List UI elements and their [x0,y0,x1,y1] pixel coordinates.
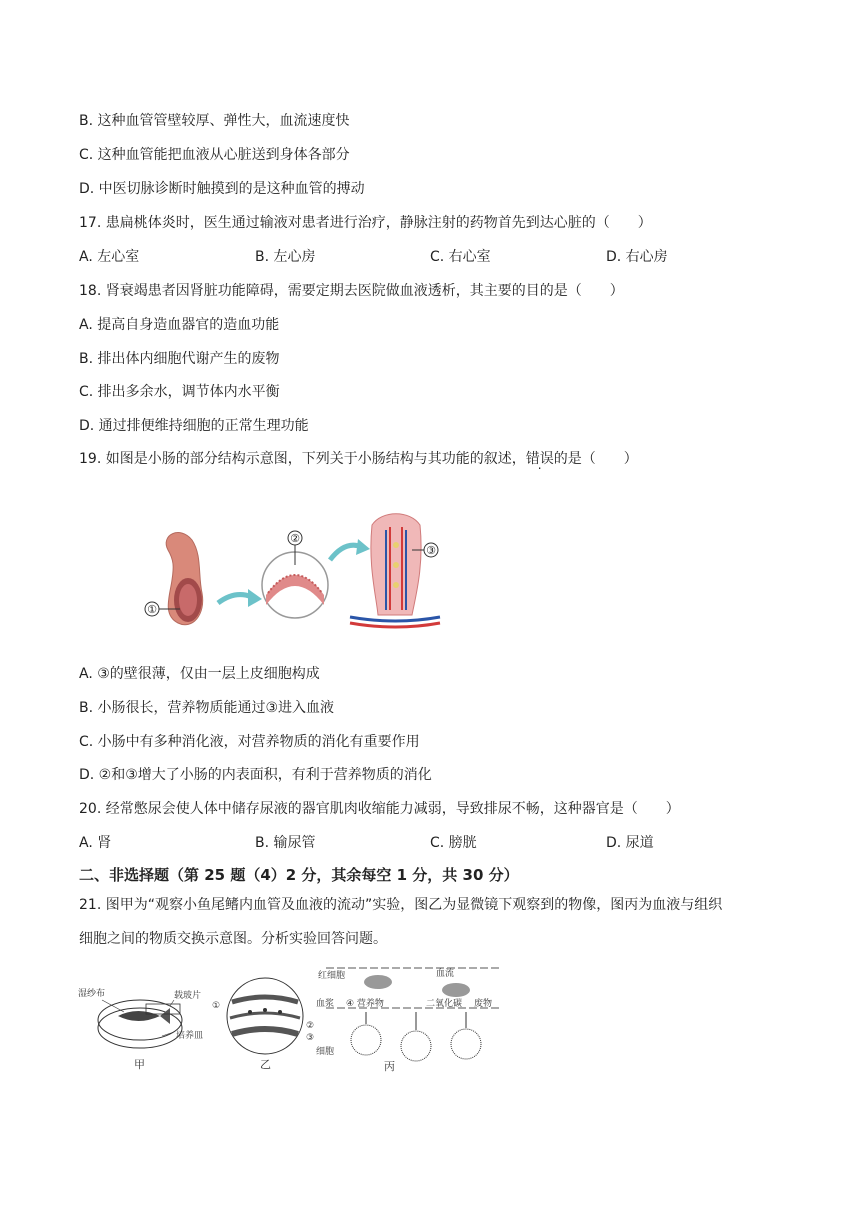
q19-stem-emphasis: 错误 [525,451,554,467]
q19-option-a: A. ③的壁很薄，仅由一层上皮细胞构成 [79,666,320,682]
jia-label-dish: 培养皿 [176,1031,204,1041]
figure-bing [316,962,506,1074]
intestine-label-3: ③ [426,544,436,557]
q21-stem-line-2: 细胞之间的物质交换示意图。分析实验回答问题。 [79,931,387,947]
q17-option-a: A. 左心室 [79,249,140,265]
q20-option-c: C. 膀胱 [430,835,477,851]
q18-stem: 18. 肾衰竭患者因肾脏功能障碍，需要定期去医院做血液透析，其主要的目的是（ ） [79,283,624,299]
jia-label-slide: 载玻片 [174,991,202,1001]
q19-stem-post: 的是（ ） [553,451,638,467]
intestine-label-2: ② [290,532,300,545]
q18-option-a: A. 提高自身造血器官的造血功能 [79,317,280,333]
bing-label-cell: 细胞 [316,1047,335,1057]
q16-option-c: C. 这种血管能把血液从心脏送到身体各部分 [79,147,350,163]
q19-stem-pre: 19. 如图是小肠的部分结构示意图，下列关于小肠结构与其功能的叙述， [79,451,526,467]
q19-option-d: D. ②和③增大了小肠的内表面积，有利于营养物质的消化 [79,767,432,783]
q18-option-d: D. 通过排便维持细胞的正常生理功能 [79,418,309,434]
jia-caption: 甲 [134,1058,145,1071]
bing-label-plasma: 血浆 [316,999,335,1009]
yi-label-1: ① [212,1001,221,1011]
q17-option-b: B. 左心房 [255,249,316,265]
q20-options [79,833,779,853]
bing-label-waste: 废物 [474,999,493,1009]
q19-stem [79,449,638,469]
q20-option-b: B. 输尿管 [255,835,316,851]
yi-label-3: ③ [306,1033,315,1043]
intestine-label-1: ① [147,603,157,616]
q17-options [79,247,779,267]
q18-option-c: C. 排出多余水，调节体内水平衡 [79,384,280,400]
yi-label-2: ② [306,1021,315,1031]
q20-option-d: D. 尿道 [606,835,654,851]
q19-option-c: C. 小肠中有多种消化液，对营养物质的消化有重要作用 [79,734,420,750]
q17-option-c: C. 右心室 [430,249,491,265]
q21-stem-line-1: 21. 图甲为“观察小鱼尾鳍内血管及血液的流动”实验，图乙为显微镜下观察到的物像，图丙为血液与组织 [79,897,723,913]
q17-option-d: D. 右心房 [606,249,668,265]
q16-option-d: D. 中医切脉诊断时触摸到的是这种血管的搏动 [79,181,365,197]
q18-option-b: B. 排出体内细胞代谢产生的废物 [79,351,280,367]
bing-label-rbc: 红细胞 [318,971,346,981]
q20-stem: 20. 经常憋尿会使人体中储存尿液的器官肌肉收缩能力减弱，导致排尿不畅，这种器官是（ ） [79,801,680,817]
q17-stem: 17. 患扁桃体炎时，医生通过输液对患者进行治疗，静脉注射的药物首先到达心脏的（ ） [79,215,652,231]
q20-option-a: A. 肾 [79,835,112,851]
bing-label-nutrients: ④ 营养物 [346,999,384,1009]
figure-yi [210,972,320,1072]
small-intestine-figure [140,505,450,645]
q19-option-b: B. 小肠很长，营养物质能通过③进入血液 [79,700,335,716]
section-title: 二、非选择题（第 25 题（4）2 分，其余每空 1 分，共 30 分） [79,866,519,884]
q16-option-b: B. 这种血管管壁较厚、弹性大，血流速度快 [79,113,350,129]
bing-label-flow: 血流 [436,969,455,979]
yi-caption: 乙 [260,1058,271,1071]
figure-jia [78,978,208,1073]
bing-label-co2: 二氧化碳 [426,999,463,1009]
bing-caption: 丙 [384,1060,395,1073]
jia-label-gauze: 湿纱布 [78,989,106,999]
